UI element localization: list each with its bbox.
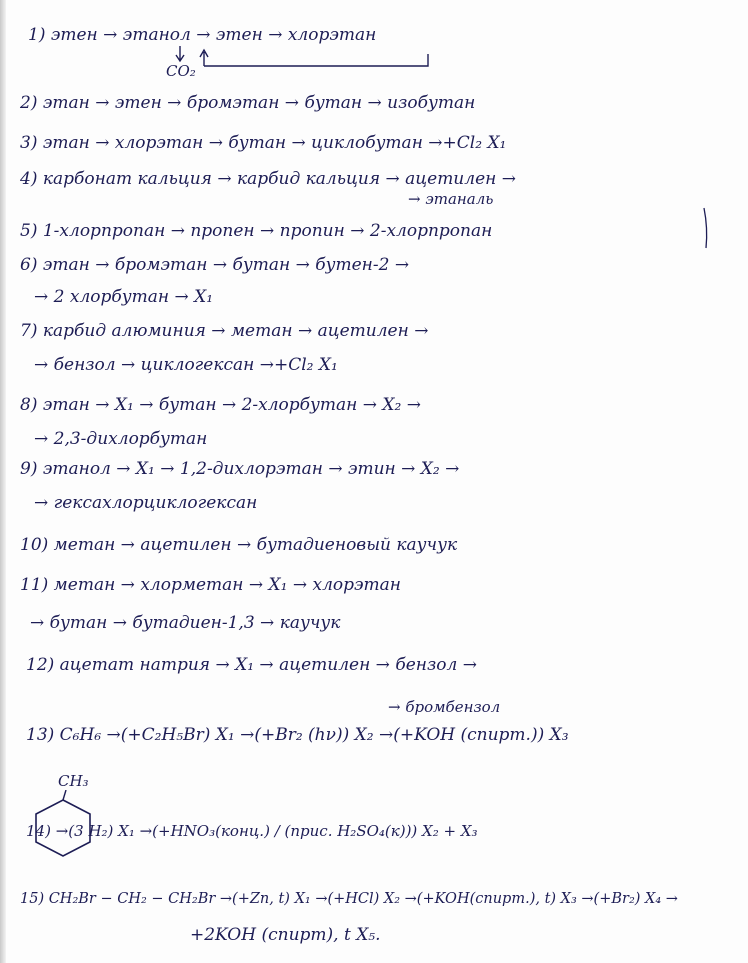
task-8-line-1: 8) этан → X₁ → бутан → 2-хлорбутан → X₂ → [20, 395, 421, 415]
task-7-line-1: 7) карбид алюминия → метан → ацетилен → [20, 321, 429, 341]
task-12: 12) ацетат натрия → X₁ → ацетилен → бензол → [26, 655, 477, 675]
down-arrow-icon [172, 44, 188, 64]
task-9-line-2: → гексахлорциклогексан [34, 493, 258, 513]
brombenzol-label: → бромбензол [388, 698, 501, 716]
ch3-label: CH₃ [58, 772, 89, 790]
task-13: 13) C₆H₆ →(+C₂H₅Br) X₁ →(+Br₂ (hν)) X₂ →(+KOH (спирт.)) X₃ [26, 725, 569, 745]
etanal-label: → этаналь [408, 190, 494, 208]
task-14: 14) →(3 H₂) X₁ →(+HNO₃(конц.) / (прис. H₂SO₄(к))) X₂ + X₃ [26, 822, 478, 840]
task-4: 4) карбонат кальция → карбид кальция → ацетилен → [20, 169, 516, 189]
task-8-line-2: → 2,3-дихлорбутан [34, 429, 208, 449]
margin-stroke [700, 206, 712, 250]
task-7-line-2: → бензол → циклогексан →+Cl₂ X₁ [34, 355, 338, 375]
co2-label: CO₂ [166, 62, 196, 80]
task-11-line-1: 11) метан → хлорметан → X₁ → хлорэтан [20, 575, 401, 595]
return-arrow-icon [196, 44, 436, 74]
page-edge [0, 0, 6, 963]
task-9-line-1: 9) этанол → X₁ → 1,2-дихлорэтан → этин → X₂ → [20, 459, 460, 479]
task-10: 10) метан → ацетилен → бутадиеновый каучук [20, 535, 458, 555]
task-11-line-2: → бутан → бутадиен-1,3 → каучук [30, 613, 341, 633]
task-1: 1) этен → этанол → этен → хлорэтан [28, 25, 377, 45]
task-3: 3) этан → хлорэтан → бутан → циклобутан →+Cl₂ X₁ [20, 133, 507, 153]
task-6-line-2: → 2 хлорбутан → X₁ [34, 287, 214, 307]
task-5: 5) 1-хлорпропан → пропен → пропин → 2-хлорпропан [20, 221, 493, 241]
task-15-line-2: +2KOH (спирт), t X₅. [190, 925, 381, 945]
task-6-line-1: 6) этан → бромэтан → бутан → бутен-2 → [20, 255, 410, 275]
task-2: 2) этан → этен → бромэтан → бутан → изобутан [20, 93, 476, 113]
task-15-line-1: 15) CH₂Br − CH₂ − CH₂Br →(+Zn, t) X₁ →(+HCl) X₂ →(+KOH(спирт.), t) X₃ →(+Br₂) X₄ → [20, 891, 678, 907]
